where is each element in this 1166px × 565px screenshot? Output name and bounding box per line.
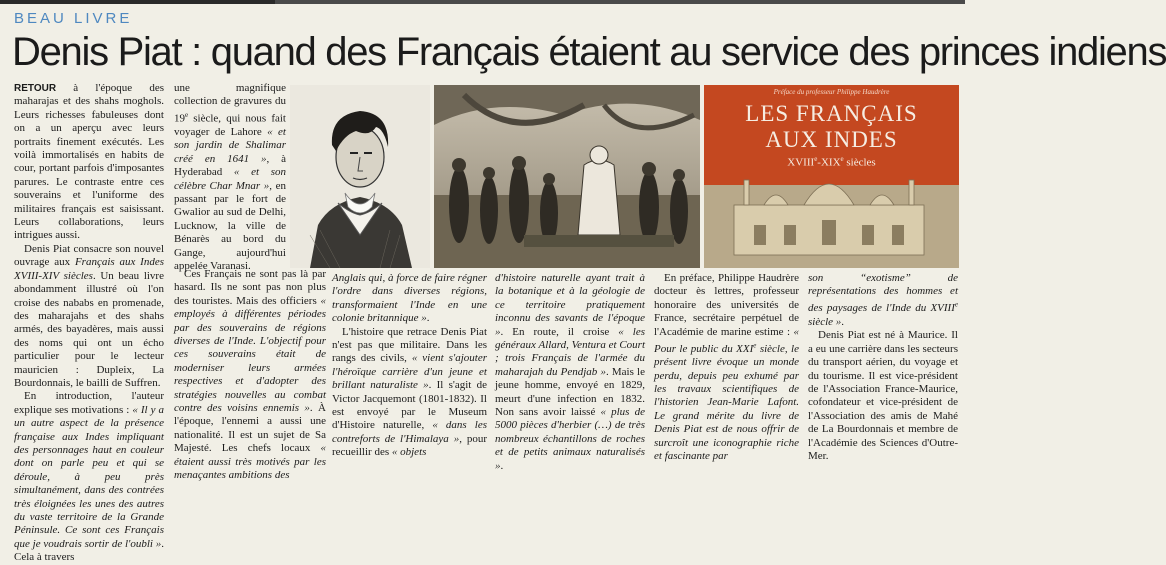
cover-title-line-1: LES FRANÇAIS bbox=[745, 101, 918, 126]
exotisme-quote bbox=[808, 272, 958, 328]
durbar-scene-engraving bbox=[434, 85, 700, 268]
portrait-engraving bbox=[290, 85, 430, 268]
article-headline: Denis Piat : quand des Français étaient au service des princes indiens bbox=[12, 30, 1166, 74]
book-paragraph bbox=[14, 243, 164, 390]
natural-history-quote: d'histoire naturelle ayant trait à la botanique et à la géologie de ce territoire pratiquement inconnu des savants de l'époque » bbox=[495, 272, 645, 338]
generals-quote: « les généraux Allard, Ventura et Court ; trois Français de l'armée du maharajah du Pendjab » bbox=[495, 325, 646, 378]
exotisme-b: “exotisme” de représentations des hommes et des paysages de l'Inde du XVIII bbox=[808, 272, 958, 315]
natural-history-paragraph bbox=[495, 272, 645, 473]
cover-title-line-2: AUX INDES bbox=[765, 127, 898, 152]
preface-quote bbox=[654, 326, 799, 462]
top-bar bbox=[0, 0, 965, 4]
column-3 bbox=[332, 272, 487, 459]
author-quote: « Il y a un autre aspect de la présence française aux Indes impliquant des personnages haut en couleur dont on parle peu et qui se déroule, à peu près simultanément, dans des contrées très éloignées les unes des autres du vaste territoire de la Grande Péninsule. Ce sont ces Français que je voudrais sortir de l'oubli » bbox=[14, 403, 164, 550]
officers-quote: « employés à différentes périodes par des souverains de régions diverses de l'Inde. L'objectif pour ces souverains était de moderniser leurs armées respectives et d'adopter des stratégies nouvelles au combat contre des voisins ennemis » bbox=[174, 294, 326, 415]
preface-quote-b: siècle, le présent livre évoque un monde perdu, depuis peu exhumé par les travaux scientifiques de l'historien Jean-Marie Lafont. Le grand mérite du livre de Denis Piat est de nous offrir de surcroît une iconographie riche et fascinante par bbox=[654, 342, 799, 462]
column-5 bbox=[654, 272, 799, 462]
book-cover bbox=[704, 85, 959, 268]
portrait-drawing bbox=[290, 85, 430, 268]
top-bar-strip bbox=[275, 0, 965, 4]
jacquemont-paragraph bbox=[332, 326, 487, 460]
intro-paragraph bbox=[14, 82, 164, 243]
cover-subtitle-c: siècles bbox=[843, 156, 876, 169]
cover-subtitle-b: -XIX bbox=[817, 156, 841, 169]
column-2 bbox=[174, 82, 287, 272]
preface-text: En préface, Philippe Haudrère docteur ès lettres, professeur honoraire des universités de France, secrétaire perpétuel de l'Académie de marine estime : bbox=[654, 272, 799, 338]
cover-subtitle-a: XVIII bbox=[787, 156, 815, 169]
objects-quote-start: « objets bbox=[391, 446, 427, 459]
engravings-text-d: , en passant par le fort de Gwalior au sud de Delhi, Lucknow, la ville de Bénarès au bord du Gange, aujourd'hui appelée Varanasi. bbox=[174, 179, 286, 272]
engravings-paragraph bbox=[174, 82, 286, 273]
natural-history-end: . bbox=[500, 459, 504, 472]
preface-paragraph bbox=[654, 272, 799, 463]
motivation-text: En introduction, l'auteur explique ses motivations : bbox=[14, 390, 164, 416]
author-bio-paragraph: Denis Piat est né à Maurice. Il a eu une carrière dans les secteurs du transport aérien, du voyage et du tourisme. Il est vice-président de l'Association France-Maurice, cofondateur et vice-président de l'Association des amis de Mahé de La Bourdonnais et membre de l'Académie des Sciences d'Outre-Mer. bbox=[808, 329, 958, 462]
officers-text-a: Ces Français ne sont pas là par hasard. Ils ne sont pas non plus des touristes. Mais des officiers bbox=[174, 268, 326, 307]
cover-subtitle-sup-1: e bbox=[814, 155, 818, 163]
preface-sup: e bbox=[753, 341, 757, 350]
route-text: . En route, il croise bbox=[500, 325, 619, 338]
book-text-b: . Un beau livre abondamment illustré où l'on croise des nababs en promenade, des maharajahs et des shahs armés, des bayadères, mais aussi des noms qui ont un écho particulier pour le lecteur mauricien : Dupleix, La Bourdonnais, le bailli de Suffren. bbox=[14, 269, 164, 389]
officers-paragraph bbox=[174, 268, 326, 483]
officers-text-b: . À l'époque, l'ennemi a aussi une nationalité. Il est un sujet de Sa Majesté. Les chefs locaux bbox=[174, 402, 326, 455]
herbarium-quote: « plus de 5000 pièces d'herbier (…) de très nombreux échantillons de roches et de petits animaux naturalisés » bbox=[495, 406, 645, 472]
preface-quote-a: « Pour le public du XXI bbox=[654, 325, 799, 355]
hyderabad-quote: « et son célèbre Char Mnar » bbox=[174, 166, 286, 192]
column-6 bbox=[808, 272, 958, 462]
chiefs-quote: « étaient aussi très motivés par les menaçantes ambitions des bbox=[174, 442, 326, 482]
anglais-paragraph bbox=[332, 272, 487, 326]
cover-preface: Préface du professeur Philippe Haudrère bbox=[773, 88, 890, 96]
lahore-quote: « et son jardin de Shalimar créé en 1641 » bbox=[174, 125, 286, 165]
durbar-drawing bbox=[434, 85, 700, 268]
engravings-text-b: siècle, qui nous fait voyager de Lahore bbox=[174, 112, 286, 138]
jacquemont-text-c: , pour recueillir des bbox=[332, 432, 487, 459]
book-text-a: Denis Piat consacre son nouvel ouvrage aux bbox=[14, 242, 164, 269]
jacquemont-text-a: L'histoire que retrace Denis Piat n'est pas que militaire. Dans les rangs des civils, bbox=[332, 325, 487, 365]
motivation-paragraph bbox=[14, 390, 164, 564]
book-title: Français aux Indes XVIII-XIV siècles bbox=[14, 256, 164, 282]
himalaya-quote: « dans les contreforts de l'Himalaya » bbox=[332, 419, 487, 445]
lead-word: RETOUR bbox=[14, 83, 57, 94]
anglais-end: . bbox=[426, 312, 430, 325]
column-4 bbox=[495, 272, 646, 472]
engravings-text-c: , à Hyderabad bbox=[174, 152, 287, 179]
cover-subtitle-sup-2: e bbox=[840, 155, 844, 163]
exotisme-sup: e bbox=[954, 300, 958, 309]
exotisme-end: . bbox=[841, 315, 845, 328]
intro-text: à l'époque des maharajas et des shahs moghols. Leurs richesses fabuleuses dont on a un aperçu avec leurs portraits finement exécutés. Les voilà immortalisés en habits de cour, portant parfois d'imposantes parures. Le contraste entre ces souverains et l'uniforme des militaires français est saisissant. Leurs collaborations, leurs intrigues aussi. bbox=[14, 82, 164, 242]
column-1 bbox=[14, 82, 164, 564]
exotisme-paragraph bbox=[808, 272, 958, 329]
motivation-end: . Cela à travers bbox=[14, 537, 164, 564]
jacquemont-text-b: . Il s'agit de Victor Jacquemont (1801-1832). Il est envoyé par le Museum d'Histoire naturelle, bbox=[332, 379, 487, 432]
exotisme-c: siècle » bbox=[808, 315, 842, 328]
death-text: . Mais le jeune homme, envoyé en 1829, meurt d'une infection en 1832. Non sans avoir laissé bbox=[495, 365, 645, 419]
naturalist-quote: « vient s'ajouter l'héroïque carrière d'un jeune et brillant naturaliste » bbox=[332, 352, 487, 392]
century-sup: e bbox=[185, 110, 189, 119]
section-kicker: BEAU LIVRE bbox=[14, 10, 133, 27]
cover-subtitle bbox=[704, 155, 959, 169]
engravings-text-a: une magnifique collection de gravures du 19 bbox=[174, 82, 286, 125]
anglais-quote: Anglais qui, à force de faire régner l'ordre dans diverses régions, transformaient l'Inde en une colonie britannique » bbox=[332, 272, 487, 325]
column-2-lower bbox=[174, 268, 326, 482]
exotisme-a: son bbox=[808, 272, 861, 284]
